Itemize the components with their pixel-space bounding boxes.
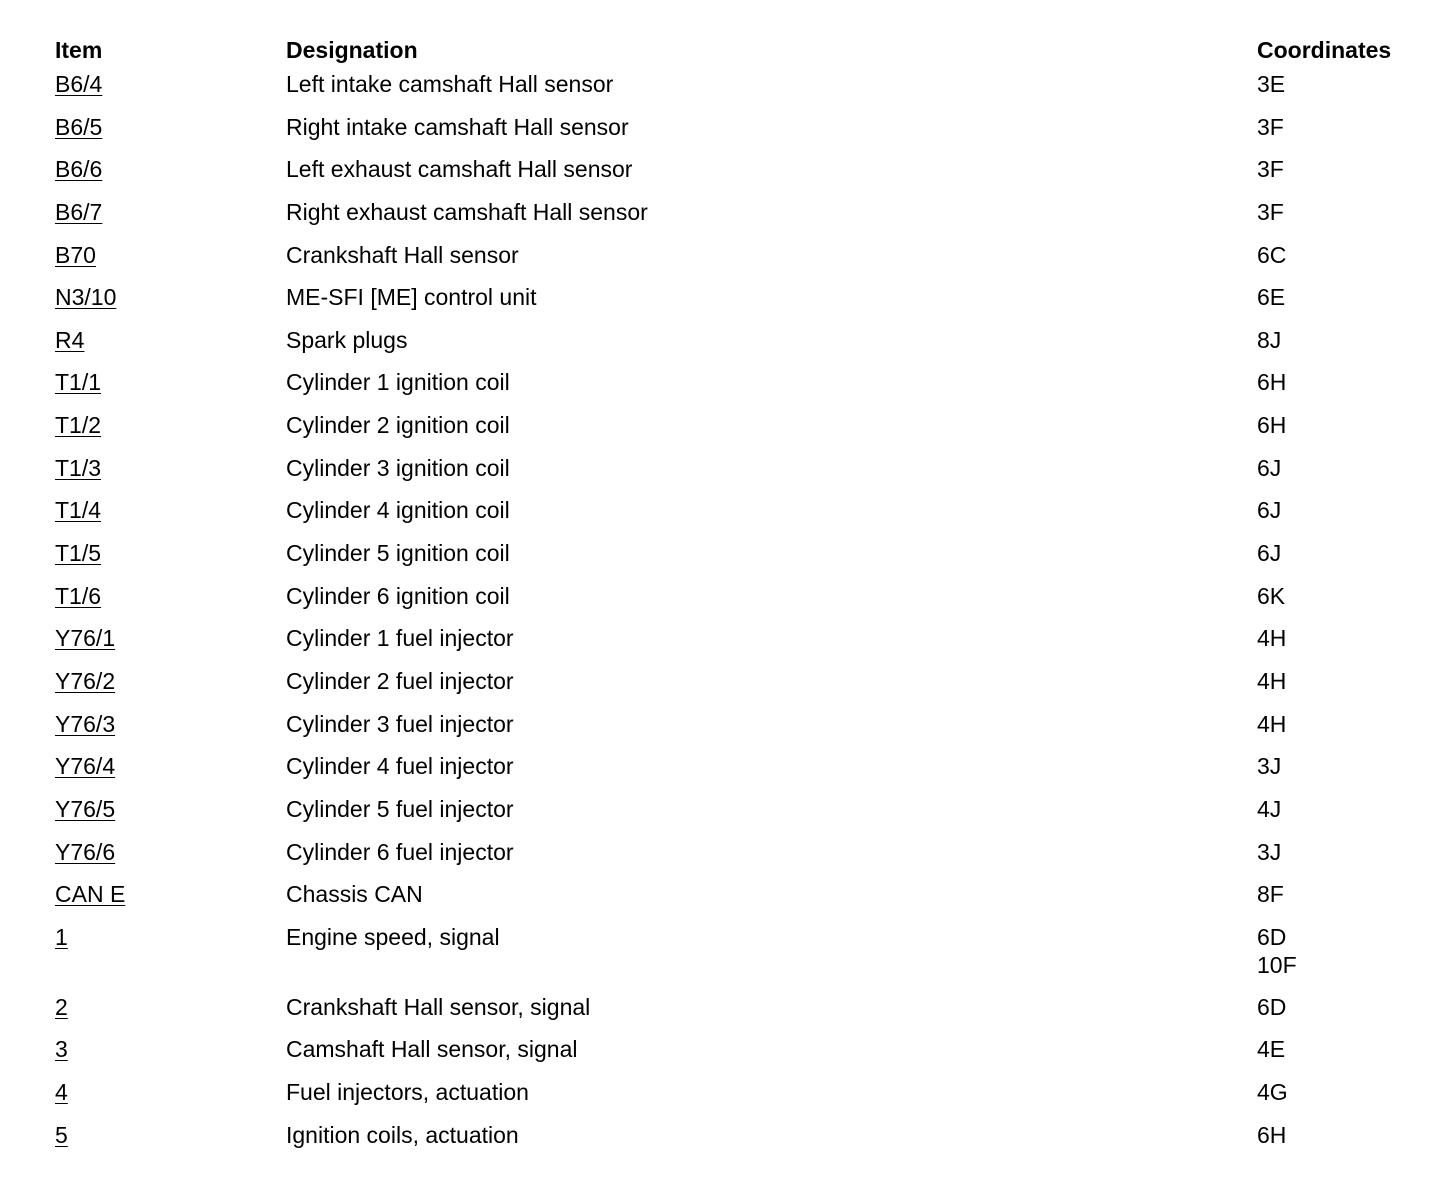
item-link[interactable]: 1 [55, 923, 68, 950]
item-link[interactable]: 4 [55, 1079, 68, 1106]
coordinates-cell [1257, 1035, 1435, 1063]
coordinates-cell [1257, 70, 1435, 98]
designation-cell: Spark plugs [286, 326, 408, 353]
table-row [55, 155, 1435, 198]
item-link[interactable]: 2 [55, 993, 68, 1020]
designation-cell: Left intake camshaft Hall sensor [286, 71, 614, 97]
coordinates-cell [1257, 667, 1435, 695]
table-row [55, 198, 1435, 241]
component-legend-table [55, 34, 1435, 1163]
item-link[interactable]: T1/6 [55, 582, 102, 609]
table-row [55, 710, 1435, 753]
designation-cell: Cylinder 4 fuel injector [286, 753, 514, 780]
item-cell [55, 923, 286, 951]
coordinate-value: 6J [1257, 454, 1282, 481]
coordinates-column-header: Coordinates [1257, 37, 1392, 63]
table-row [55, 326, 1435, 369]
designation-cell: Cylinder 5 ignition coil [286, 540, 510, 567]
coordinates-cell [1257, 198, 1435, 226]
designation-cell: Cylinder 2 fuel injector [286, 667, 514, 694]
item-cell [55, 710, 286, 738]
item-cell [55, 1121, 286, 1149]
coordinate-value: 6H [1257, 412, 1287, 439]
item-link[interactable]: T1/1 [55, 369, 102, 396]
coordinates-cell [1257, 880, 1435, 908]
table-row [55, 70, 1435, 113]
table-row [55, 880, 1435, 923]
item-cell [55, 667, 286, 695]
table-row [55, 113, 1435, 156]
table-row [55, 582, 1435, 625]
item-cell [55, 326, 286, 354]
item-link[interactable]: T1/3 [55, 454, 102, 481]
coordinates-cell [1257, 1078, 1435, 1106]
item-link[interactable]: B6/5 [55, 113, 103, 140]
item-link[interactable]: Y76/5 [55, 795, 116, 822]
coordinates-cell [1257, 368, 1435, 396]
table-row [55, 411, 1435, 454]
item-link[interactable]: T1/2 [55, 412, 102, 439]
item-link[interactable]: B6/4 [55, 71, 103, 97]
coordinate-value: 4H [1257, 667, 1287, 694]
table-row [55, 539, 1435, 582]
item-link[interactable]: B70 [55, 241, 96, 268]
coordinate-value: 3F [1257, 198, 1284, 225]
table-row [55, 624, 1435, 667]
item-link[interactable]: Y76/6 [55, 838, 116, 865]
item-link[interactable]: Y76/2 [55, 667, 116, 694]
table-row [55, 838, 1435, 881]
item-cell [55, 624, 286, 652]
item-cell [55, 454, 286, 482]
coordinates-cell [1257, 582, 1435, 610]
item-cell [55, 241, 286, 269]
item-cell [55, 113, 286, 141]
coordinate-value: 6D [1257, 993, 1287, 1020]
designation-cell: Cylinder 4 ignition coil [286, 497, 510, 524]
coordinate-value: 4H [1257, 625, 1287, 652]
item-column-header: Item [55, 37, 103, 63]
designation-cell: Cylinder 3 fuel injector [286, 710, 514, 737]
table-header [55, 34, 1435, 70]
coordinates-cell [1257, 624, 1435, 652]
designation-cell: Cylinder 6 fuel injector [286, 838, 514, 865]
coordinates-cell [1257, 1121, 1435, 1149]
table-row [55, 496, 1435, 539]
coordinate-value: 3E [1257, 71, 1286, 97]
item-link[interactable]: 3 [55, 1036, 68, 1063]
item-cell [55, 582, 286, 610]
table-row [55, 1121, 1435, 1164]
designation-cell: Left exhaust camshaft Hall sensor [286, 156, 633, 183]
table-row [55, 241, 1435, 284]
table-row [55, 923, 1435, 993]
item-cell [55, 880, 286, 908]
coordinate-value: 6H [1257, 369, 1287, 396]
table-row [55, 454, 1435, 497]
item-link[interactable]: Y76/3 [55, 710, 116, 737]
coordinates-cell [1257, 795, 1435, 823]
coordinate-value: 6K [1257, 582, 1286, 609]
coordinates-cell [1257, 113, 1435, 141]
coordinates-cell [1257, 496, 1435, 524]
item-link[interactable]: 5 [55, 1121, 68, 1148]
item-cell [55, 752, 286, 780]
table-row [55, 993, 1435, 1036]
coordinate-value: 6H [1257, 1121, 1287, 1148]
designation-cell: Crankshaft Hall sensor, signal [286, 993, 591, 1020]
coordinates-cell [1257, 155, 1435, 183]
table-row [55, 667, 1435, 710]
designation-cell: Right exhaust camshaft Hall sensor [286, 198, 648, 225]
designation-cell: Chassis CAN [286, 881, 423, 908]
coordinate-value: 4H [1257, 710, 1287, 737]
coordinate-value: 3J [1257, 838, 1282, 865]
coordinates-cell [1257, 326, 1435, 354]
coordinate-value: 6J [1257, 540, 1282, 567]
item-cell [55, 155, 286, 183]
item-cell [55, 283, 286, 311]
coordinates-cell [1257, 710, 1435, 738]
coordinate-value: 3F [1257, 113, 1284, 140]
coordinates-cell [1257, 411, 1435, 439]
coordinates-cell [1257, 993, 1435, 1021]
item-cell [55, 198, 286, 226]
item-link[interactable]: CAN E [55, 881, 126, 908]
table-row [55, 1078, 1435, 1121]
coordinates-cell [1257, 454, 1435, 482]
coordinate-value: 10F [1257, 951, 1297, 978]
coordinates-cell [1257, 752, 1435, 780]
coordinates-cell [1257, 923, 1435, 979]
table-row [55, 795, 1435, 838]
coordinate-value: 6D [1257, 923, 1287, 950]
item-link[interactable]: B6/6 [55, 156, 103, 183]
designation-cell: ME-SFI [ME] control unit [286, 284, 537, 311]
coordinates-cell [1257, 283, 1435, 311]
item-link[interactable]: T1/5 [55, 540, 102, 567]
item-cell [55, 838, 286, 866]
coordinate-value: 8J [1257, 326, 1282, 353]
item-link[interactable]: R4 [55, 326, 85, 353]
table-row [55, 368, 1435, 411]
item-cell [55, 1035, 286, 1063]
designation-cell: Cylinder 1 fuel injector [286, 625, 514, 652]
coordinate-value: 3F [1257, 156, 1284, 183]
item-link[interactable]: B6/7 [55, 198, 103, 225]
designation-cell: Cylinder 2 ignition coil [286, 412, 510, 439]
item-cell [55, 1078, 286, 1106]
coordinate-value: 6E [1257, 284, 1286, 311]
table-row [55, 752, 1435, 795]
item-cell [55, 496, 286, 524]
coordinate-value: 4J [1257, 795, 1282, 822]
designation-cell: Engine speed, signal [286, 923, 500, 950]
designation-cell: Fuel injectors, actuation [286, 1079, 529, 1106]
table-body [55, 70, 1435, 1163]
designation-cell: Cylinder 5 fuel injector [286, 795, 514, 822]
item-link[interactable]: Y76/1 [55, 625, 116, 652]
coordinates-cell [1257, 838, 1435, 866]
item-cell [55, 411, 286, 439]
coordinate-value: 4E [1257, 1036, 1286, 1063]
item-link[interactable]: Y76/4 [55, 753, 116, 780]
designation-cell: Ignition coils, actuation [286, 1121, 519, 1148]
designation-cell: Camshaft Hall sensor, signal [286, 1036, 578, 1063]
coordinate-value: 8F [1257, 881, 1284, 908]
table-row [55, 283, 1435, 326]
item-cell [55, 795, 286, 823]
coordinates-cell [1257, 241, 1435, 269]
designation-cell: Cylinder 1 ignition coil [286, 369, 510, 396]
item-cell [55, 368, 286, 396]
designation-cell: Cylinder 6 ignition coil [286, 582, 510, 609]
coordinate-value: 6J [1257, 497, 1282, 524]
item-cell [55, 993, 286, 1021]
coordinates-cell [1257, 539, 1435, 567]
designation-cell: Crankshaft Hall sensor [286, 241, 519, 268]
designation-cell: Right intake camshaft Hall sensor [286, 113, 629, 140]
designation-cell: Cylinder 3 ignition coil [286, 454, 510, 481]
designation-column-header: Designation [286, 37, 418, 63]
coordinate-value: 4G [1257, 1079, 1288, 1106]
item-cell [55, 539, 286, 567]
coordinate-value: 6C [1257, 241, 1287, 268]
item-link[interactable]: T1/4 [55, 497, 102, 524]
table-row [55, 1035, 1435, 1078]
item-link[interactable]: N3/10 [55, 284, 117, 311]
item-cell [55, 70, 286, 98]
coordinate-value: 3J [1257, 753, 1282, 780]
